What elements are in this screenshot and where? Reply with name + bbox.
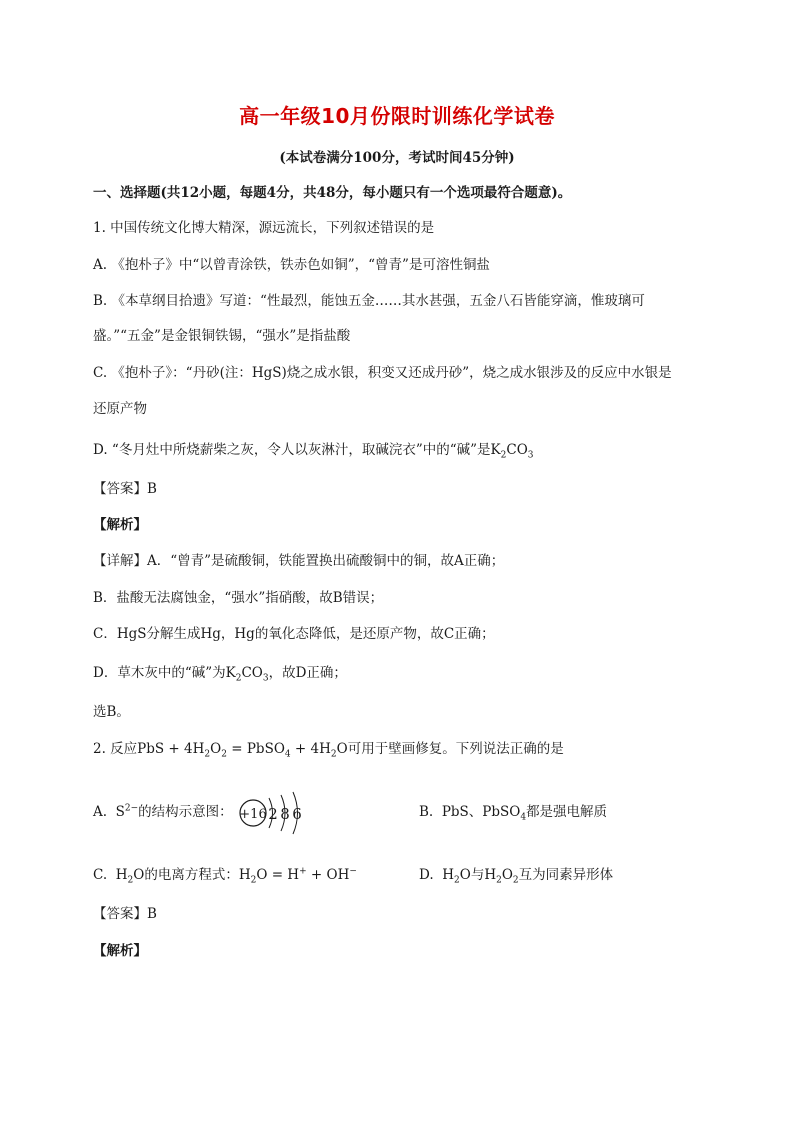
q1-detail-d-prefix: D．草木灰中的“碱”为 xyxy=(93,665,226,681)
q2-option-d-mid: 与 xyxy=(470,867,485,883)
formula-h2o: $H_2O$ xyxy=(115,867,145,886)
q2-option-a-label: A. xyxy=(93,804,108,820)
q2-stem xyxy=(93,740,564,758)
q2-option-b-text: 都是强电解质 xyxy=(526,804,608,820)
exam-title: 高一年级10月份限时训练化学试卷 xyxy=(239,104,555,128)
q2-analysis-label: 【解析】 xyxy=(93,943,147,959)
q1-analysis-label: 【解析】 xyxy=(93,517,147,533)
q2-option-b xyxy=(419,803,607,821)
q2-stem-suffix: 可用于壁画修复。下列说法正确的是 xyxy=(347,741,564,757)
q2-option-d-end: 互为同素异形体 xyxy=(518,867,614,883)
section-heading: 一、选择题(共12小题，每题4分，共48分，每小题只有一个选项最符合题意)。 xyxy=(93,185,572,201)
shell-count-2: 8 xyxy=(280,805,290,823)
q1-detail-c: C．HgS分解生成Hg，Hg的氧化态降低，是还原产物，故C正确； xyxy=(93,626,495,642)
exam-subtitle: (本试卷满分100分，考试时间45分钟) xyxy=(279,150,515,166)
formula-h2o-d: $H_2O$ xyxy=(442,867,471,886)
ionization-equation: $H_2O = H^+ + OH^-$ xyxy=(238,866,357,886)
q2-stem-prefix: 2. 反应 xyxy=(93,741,138,757)
atomic-structure-diagram xyxy=(236,790,316,836)
nucleus-label: +16 xyxy=(239,807,267,822)
q2-option-c-text: 的电离方程式： xyxy=(144,867,239,883)
q1-option-d-text: D. “冬月灶中所烧薪柴之灰，令人以灰淋汁，取碱浣衣”中的“碱”是 xyxy=(93,442,491,458)
q1-stem: 1. 中国传统文化博大精深，源远流长，下列叙述错误的是 xyxy=(93,220,435,236)
q1-detail-d xyxy=(93,664,347,682)
shell-count-1: 2 xyxy=(268,805,278,823)
q1-choose: 选B。 xyxy=(93,704,130,720)
formula-k2co3-detail: $K_2CO_3$ xyxy=(225,665,269,684)
q1-detail-b: B．盐酸无法腐蚀金，“强水”指硝酸，故B错误； xyxy=(93,590,384,606)
shell-count-3: 6 xyxy=(292,805,302,823)
q2-option-a-text: 的结构示意图： xyxy=(138,804,233,820)
q2-option-c xyxy=(93,866,357,884)
formula-pbs-pbso4: PbS、PbSO$_4$ xyxy=(441,804,527,823)
formula-s2minus: $S^{2-}$ xyxy=(115,803,139,820)
q2-option-a xyxy=(93,803,233,821)
reaction-equation: PbS + $4H_2O_2$ = PbSO$_4$ + $4H_2O$ xyxy=(137,741,348,760)
q1-option-c-line1: C. 《抱朴子》：“丹砂(注：HgS)烧之成水银，积变又还成丹砂”，烧之成水银涉及的反应中水银是 xyxy=(93,365,672,381)
q1-detail-d-suffix: ，故D正确； xyxy=(268,665,347,681)
q2-option-c-label: C. xyxy=(93,867,108,883)
q1-option-b-line2: 盛。”“五金”是金银铜铁锡，“强水”是指盐酸 xyxy=(93,328,351,344)
q1-answer: 【答案】B xyxy=(93,481,157,497)
formula-h2o2: $H_2O_2$ xyxy=(484,867,519,886)
q1-detail-a: 【详解】A．“曾青”是硫酸铜，铁能置换出硫酸铜中的铜，故A正确； xyxy=(93,553,505,569)
q1-option-b-line1: B. 《本草纲目拾遗》写道：“性最烈，能蚀五金……其水甚强，五金八石皆能穿滴，惟玻璃可 xyxy=(93,293,645,309)
q1-option-d xyxy=(93,441,534,459)
q2-option-d xyxy=(419,866,613,884)
formula-k2co3: $K_2CO_3$ xyxy=(490,442,534,461)
q2-option-d-label: D. xyxy=(419,867,434,883)
q2-answer: 【答案】B xyxy=(93,906,157,922)
q1-option-c-line2: 还原产物 xyxy=(93,401,147,417)
q1-option-a: A. 《抱朴子》中“以曾青涂铁，铁赤色如铜”，“曾青”是可溶性铜盐 xyxy=(93,257,490,273)
q2-option-b-label: B. xyxy=(419,804,434,820)
